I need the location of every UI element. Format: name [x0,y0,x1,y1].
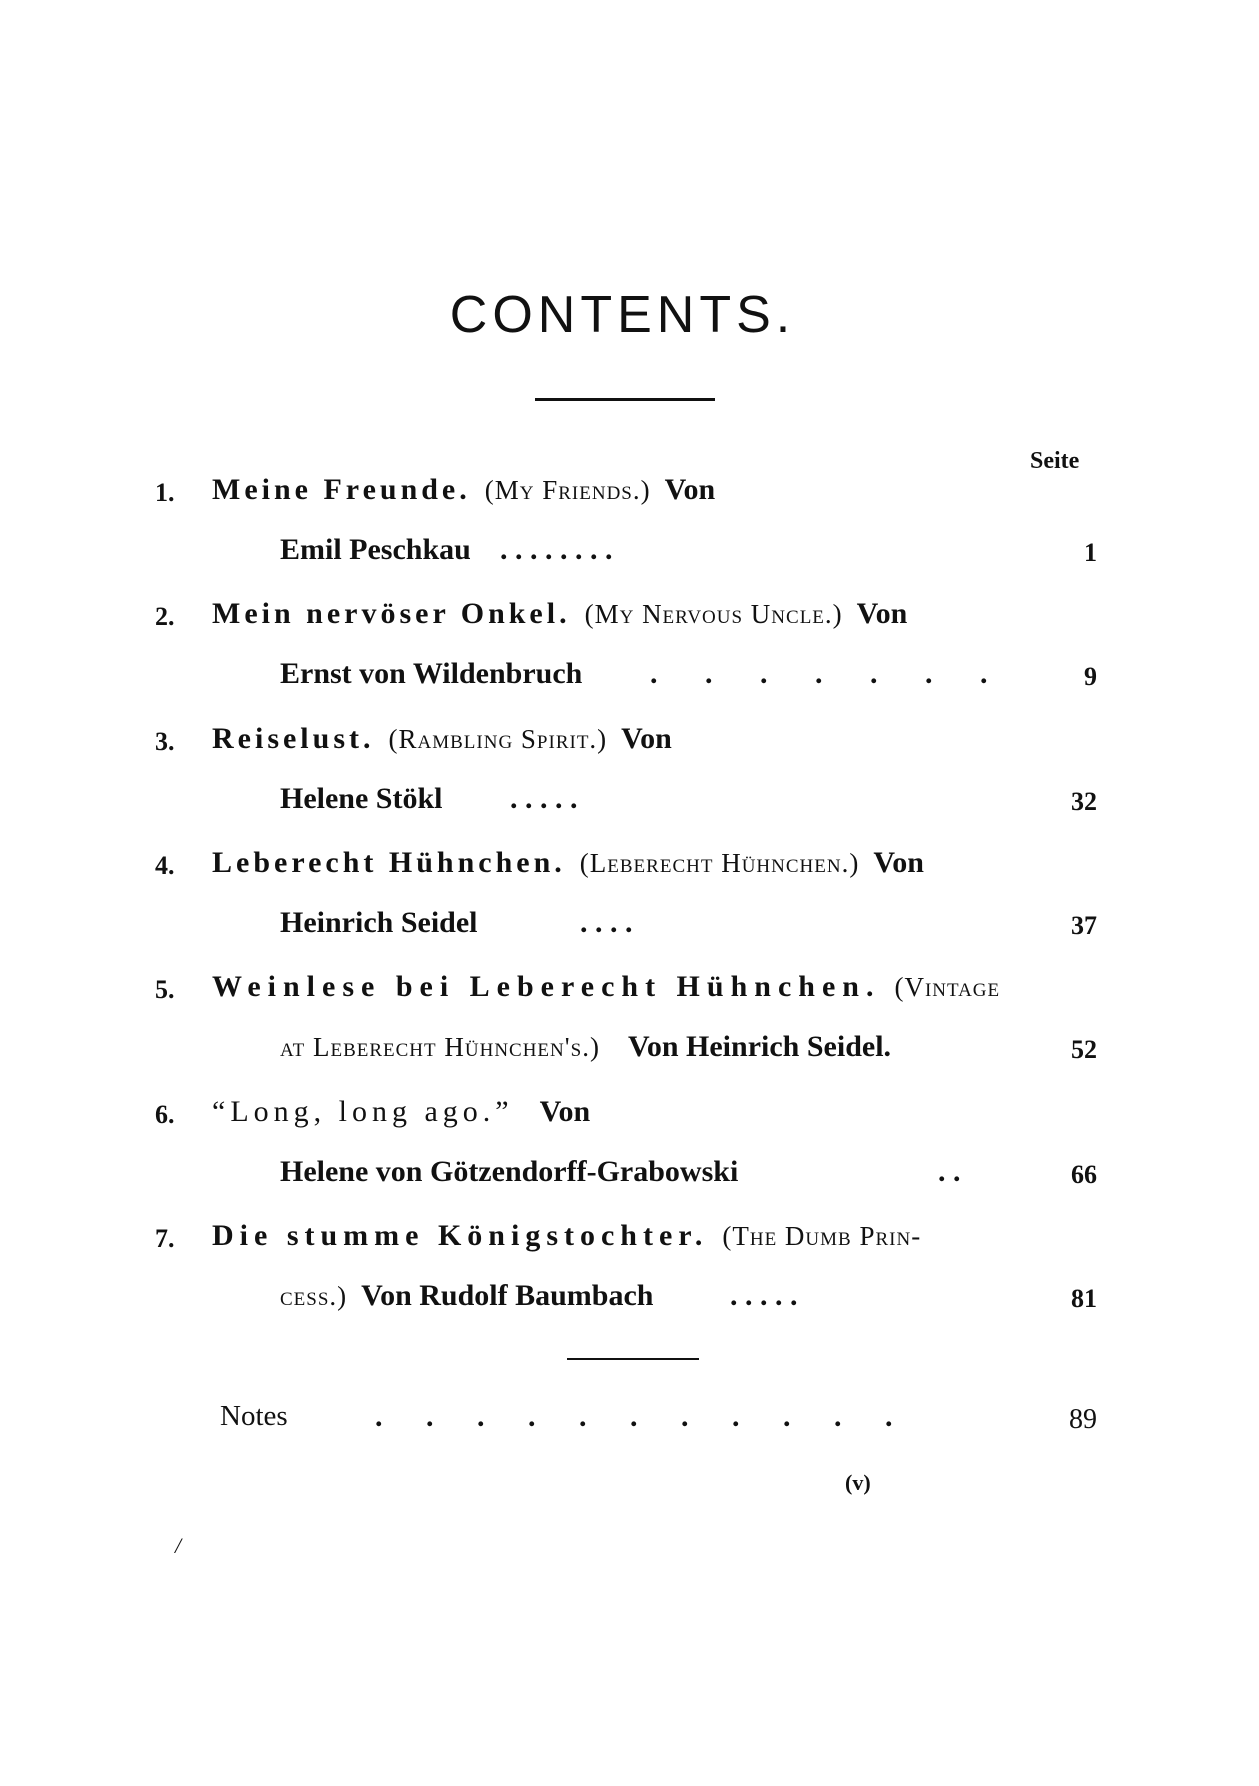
leader-dots: . . [938,1155,961,1188]
roman-page-number: (v) [845,1470,871,1495]
entry-page-number: 32 [1071,787,1097,816]
entry-von: Von [539,1095,591,1128]
notes-page-number: 89 [1069,1404,1097,1435]
entry-author: Emil Peschkau [280,533,471,566]
entry-page-number: 9 [1084,662,1097,691]
entry-von: Von [873,846,924,879]
entry-title-english: (Vintage [894,972,1001,1002]
entry-number: 7. [155,1224,175,1253]
leader-dots: . . . . . . . [650,657,1008,690]
entry-number: 6. [155,1100,175,1129]
entry-title-german: Leberecht Hühnchen. [212,846,566,879]
entry-page-number: 37 [1071,911,1097,940]
page-column-label: Seite [1030,448,1080,474]
entry-page-number: 81 [1071,1284,1097,1313]
entry-title-english: (My Friends.) [484,475,651,505]
entry-title-english: (Leberecht Hühnchen.) [579,848,860,878]
entry-author: Heinrich Seidel [280,906,478,939]
entry-title-german: Reiselust. [212,722,375,755]
entry-page-number: 66 [1071,1160,1097,1189]
entry-number: 5. [155,975,175,1004]
entry-title-english: (My Nervous Uncle.) [584,599,843,629]
entry-title-english: (Rambling Spirit.) [388,724,608,754]
entry-von: Von [856,597,908,630]
leader-dots: . . . . . [510,782,578,815]
entry-title-german: Die stumme Königstochter. [212,1219,709,1252]
leader-dots: . . . . [580,906,633,939]
entry-author: Ernst von Wildenbruch [280,657,583,690]
entry-number: 4. [155,851,175,880]
entry-von: Von [664,473,716,506]
leader-dots: . . . . . . . . . . . [375,1400,911,1433]
section-divider [567,1358,699,1360]
entry-title-english: (The Dumb Prin- [722,1221,922,1251]
leader-dots: . . . . . . . . [500,533,613,566]
entry-number: 1. [155,478,175,507]
page-title: CONTENTS. [449,286,796,344]
notes-label: Notes [220,1400,288,1432]
entry-number: 3. [155,727,175,756]
entry-title-german: Meine Freunde. [212,473,471,506]
entry-number: 2. [155,602,175,631]
entry-author: Helene von Götzendorff-Grabowski [280,1155,739,1188]
entry-page-number: 1 [1084,538,1097,567]
entry-title-german: Weinlese bei Leberecht Hühnchen. [212,970,881,1003]
entry-author: Von Heinrich Seidel. [627,1030,892,1063]
entry-title-german: “Long, long ago.” [212,1095,514,1128]
entry-title-english-cont: cess.) [280,1281,348,1311]
stray-mark: / [175,1533,182,1558]
entry-title-english-cont: at Leberecht Hühnchen's.) [280,1032,600,1062]
entry-title-german: Mein nervöser Onkel. [212,597,571,630]
entry-von: Von [621,722,672,755]
entry-page-number: 52 [1071,1035,1097,1064]
entry-author: Von Rudolf Baumbach [361,1279,654,1312]
leader-dots: . . . . . [730,1279,798,1312]
entry-author: Helene Stökl [280,782,443,815]
